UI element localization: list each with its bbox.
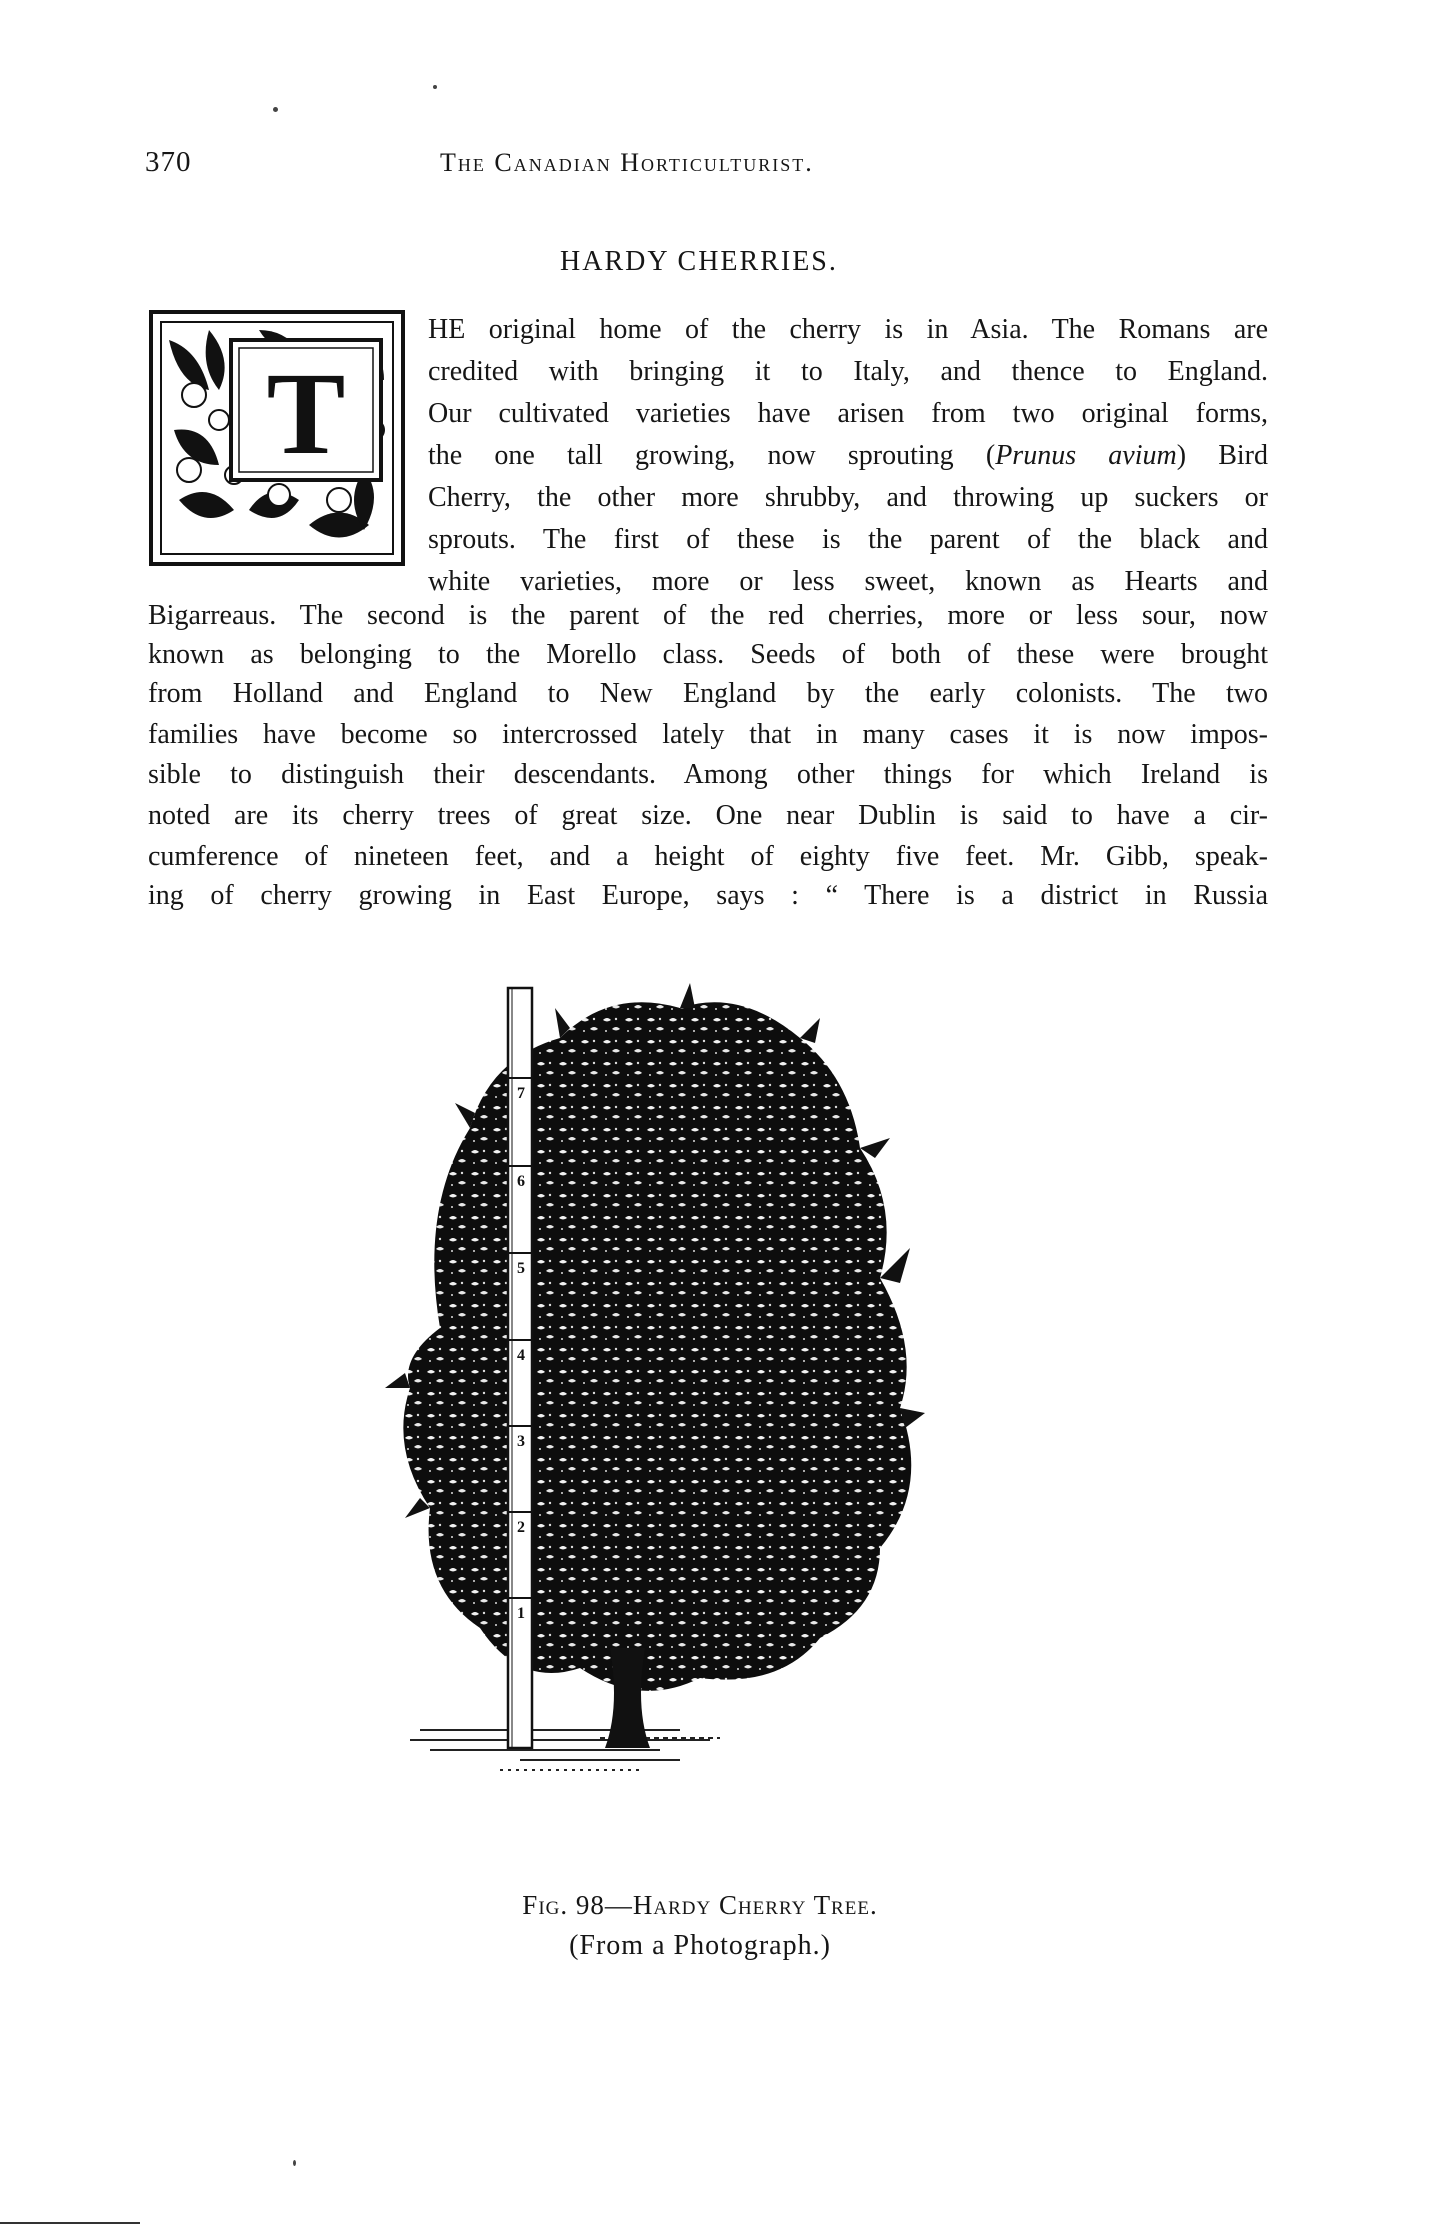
text-line: sprouts. The first of these is the parent of the black and — [428, 524, 1268, 555]
print-speck — [273, 107, 278, 112]
page-edge-rule — [0, 2222, 140, 2224]
dropcap-initial — [149, 310, 405, 566]
scale-mark: 1 — [517, 1605, 525, 1622]
scale-mark: 5 — [517, 1260, 525, 1277]
text-line: families have become so intercrossed lately that in many cases it is now impos- — [148, 719, 1268, 750]
floral-ornament-icon — [149, 310, 405, 566]
text-line: noted are its cherry trees of great size. One near Dublin is said to have a cir- — [148, 800, 1268, 831]
text-line: Bigarreaus. The second is the parent of the red cherries, more or less sour, now — [148, 600, 1268, 631]
cherry-tree-figure — [380, 948, 1020, 1848]
cherry-tree-illustration — [380, 948, 1020, 1848]
article-title: HARDY CHERRIES. — [560, 246, 838, 277]
figure-caption: Fig. 98—Hardy Cherry Tree. — [522, 1890, 878, 1920]
text-line: sible to distinguish their descendants. Among other things for which Ireland is — [148, 759, 1268, 790]
text-line: the one tall growing, now sprouting (Prunus avium) Bird — [428, 440, 1268, 471]
scale-mark: 6 — [517, 1173, 525, 1190]
scale-mark: 7 — [517, 1085, 525, 1102]
print-speck — [433, 85, 437, 89]
scale-mark: 2 — [517, 1519, 525, 1536]
figure-source-note: (From a Photograph.) — [569, 1930, 831, 1961]
running-head: The Canadian Horticulturist. — [440, 148, 814, 177]
scale-mark: 3 — [517, 1433, 525, 1450]
text-line: HE original home of the cherry is in Asia. The Romans are — [428, 314, 1268, 345]
svg-text:T: T — [266, 348, 346, 479]
latin-name: Prunus avium — [995, 440, 1177, 471]
text-line: Our cultivated varieties have arisen from two original forms, — [428, 398, 1268, 429]
text-line: Cherry, the other more shrubby, and throwing up suckers or — [428, 482, 1268, 513]
text-line: from Holland and England to New England by the early colonists. The two — [148, 678, 1268, 709]
text-line: cumference of nineteen feet, and a height of eighty five feet. Mr. Gibb, speak- — [148, 841, 1268, 872]
text-line: known as belonging to the Morello class. Seeds of both of these were brought — [148, 639, 1268, 670]
scale-mark: 4 — [517, 1347, 525, 1364]
page-number: 370 — [145, 146, 192, 178]
print-speck — [293, 2160, 296, 2166]
text-line: credited with bringing it to Italy, and thence to England. — [428, 356, 1268, 387]
text-line: white varieties, more or less sweet, known as Hearts and — [428, 566, 1268, 597]
text-line: ing of cherry growing in East Europe, says : “ There is a district in Russia — [148, 880, 1268, 911]
